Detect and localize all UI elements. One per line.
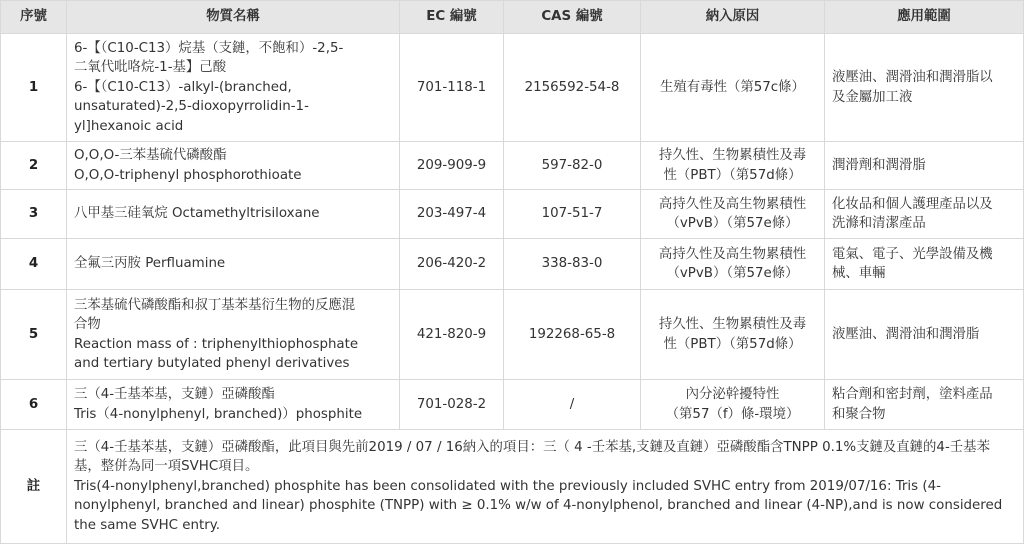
inclusion-reason: [641, 239, 825, 290]
header-cas: CAS 編號: [504, 1, 641, 34]
cas-number: 597-82-0: [504, 142, 641, 190]
row-number: 6: [1, 380, 67, 430]
name-line: 合物: [74, 317, 101, 332]
cas-number: 2156592-54-8: [504, 34, 641, 142]
reason-line: （vPvB）（第57e條）: [666, 216, 799, 231]
ec-number: 701-028-2: [400, 380, 504, 430]
ec-number: 209-909-9: [400, 142, 504, 190]
name-line: 全氟三丙胺 Perfluamine: [74, 256, 226, 272]
row-number: 5: [1, 290, 67, 380]
cas-number: /: [504, 380, 641, 430]
name-line: unsaturated)-2,5-dioxopyrrolidin-1-: [74, 99, 309, 115]
cas-number: 338-83-0: [504, 239, 641, 290]
header-row: [1, 1, 1024, 34]
reason-line: 持久性、生物累積性及毒: [658, 317, 807, 332]
name-line: 6-【（C10-C13）-alkyl-(branched,: [74, 79, 292, 95]
name-line: 八甲基三硅氧烷 Octamethyltrisiloxane: [74, 206, 320, 222]
note-content: [67, 430, 1024, 544]
reason-line: 生殖有毒性（第57c條）: [660, 79, 805, 95]
reason-line: 性（PBT）（第57d條）: [663, 336, 802, 352]
usage-scope: [825, 290, 1024, 380]
substance-name: [67, 190, 400, 239]
usage-line: 及金屬加工液: [832, 89, 913, 105]
usage-line: 和聚合物: [832, 406, 886, 422]
table-row: [1, 190, 1024, 239]
row-number: 2: [1, 142, 67, 190]
usage-scope: [825, 239, 1024, 290]
usage-line: 液壓油、潤滑油和潤滑脂: [832, 326, 980, 342]
reason-line: 內分泌幹擾特性: [685, 387, 780, 402]
usage-line: 液壓油、潤滑油和潤滑脂以: [832, 70, 993, 85]
usage-line: 械、車輛: [832, 266, 886, 281]
ec-number: 203-497-4: [400, 190, 504, 239]
name-line: 二氧代吡咯烷-1-基】己酸: [74, 60, 227, 76]
usage-scope: [825, 380, 1024, 430]
name-line: Reaction mass of : triphenylthiophosphate: [74, 336, 359, 352]
row-number: 4: [1, 239, 67, 290]
note-chinese: 三（4-壬基苯基，支鏈）亞磷酸酯，此項目與先前2019 / 07 / 16納入的項目：三（ 4 -壬苯基,支鏈及直鏈）亞磷酸酯含TNPP 0.1%支鏈及直鏈的4-壬基苯基，整併為同一項SVHC項目。: [74, 439, 990, 475]
inclusion-reason: [641, 290, 825, 380]
inclusion-reason: [641, 380, 825, 430]
substance-name: [67, 142, 400, 190]
name-line: O,O,O-triphenyl phosphorothioate: [74, 167, 302, 183]
table-row: [1, 239, 1024, 290]
row-number: 1: [1, 34, 67, 142]
name-line: O,O,O-三苯基硫代磷酸酯: [74, 148, 227, 163]
header-name: 物質名稱: [67, 1, 400, 34]
table-row: [1, 34, 1024, 142]
cas-number: 107-51-7: [504, 190, 641, 239]
header-usage: 應用範圍: [825, 1, 1024, 34]
name-line: 三（4-壬基苯基，支鏈）亞磷酸酯: [74, 387, 275, 402]
reason-line: （vPvB）（第57e條）: [666, 266, 799, 281]
reason-line: 高持久性及高生物累積性: [658, 196, 807, 212]
usage-line: 電氣、電子、光學設備及機: [832, 246, 993, 262]
table-row: [1, 290, 1024, 380]
substance-name: [67, 34, 400, 142]
header-reason: 納入原因: [641, 1, 825, 34]
ec-number: 206-420-2: [400, 239, 504, 290]
inclusion-reason: [641, 190, 825, 239]
header-ec: EC 編號: [400, 1, 504, 34]
substance-name: [67, 239, 400, 290]
reason-line: （第57（f）條-環境）: [665, 406, 800, 422]
substance-name: [67, 290, 400, 380]
name-line: and tertiary butylated phenyl derivatives: [74, 356, 350, 371]
usage-line: 粘合劑和密封劑，塗料產品: [832, 387, 993, 402]
name-line: 6-【（C10-C13）烷基（支鏈，不飽和）-2,5-: [74, 40, 344, 56]
substance-name: [67, 380, 400, 430]
table-row: [1, 380, 1024, 430]
usage-line: 洗滌和清潔產品: [832, 216, 926, 231]
usage-line: 潤滑劑和潤滑脂: [832, 157, 926, 173]
name-line: Tris（4-nonylphenyl, branched)）phosphite: [74, 406, 363, 422]
note-english: Tris(4-nonylphenyl,branched) phosphite has been consolidated with the previously included SVHC entry from 2019/07/16: Tris (4-nonylphenyl, branched and linear) phosphite (TNPP) with ≥ 0.1% w/w of 4-nonylphenol, branched and linear (4-NP),and is now considered the same SVHC entry.: [74, 478, 1003, 533]
name-line: 三苯基硫代磷酸酯和叔丁基苯基衍生物的反應混: [74, 297, 356, 313]
reason-line: 高持久性及高生物累積性: [658, 246, 807, 262]
reason-line: 性（PBT）（第57d條）: [663, 167, 802, 183]
usage-scope: [825, 142, 1024, 190]
cas-number: 192268-65-8: [504, 290, 641, 380]
note-label: 註: [1, 430, 67, 544]
inclusion-reason: [641, 142, 825, 190]
table-row: [1, 142, 1024, 190]
ec-number: 421-820-9: [400, 290, 504, 380]
usage-scope: [825, 34, 1024, 142]
usage-scope: [825, 190, 1024, 239]
ec-number: 701-118-1: [400, 34, 504, 142]
note-row: [1, 430, 1024, 544]
usage-line: 化妆品和個人護理產品以及: [832, 196, 993, 212]
name-line: yl]hexanoic acid: [74, 118, 184, 134]
header-no: 序號: [1, 1, 67, 34]
row-number: 3: [1, 190, 67, 239]
inclusion-reason: [641, 34, 825, 142]
reason-line: 持久性、生物累積性及毒: [658, 148, 807, 163]
